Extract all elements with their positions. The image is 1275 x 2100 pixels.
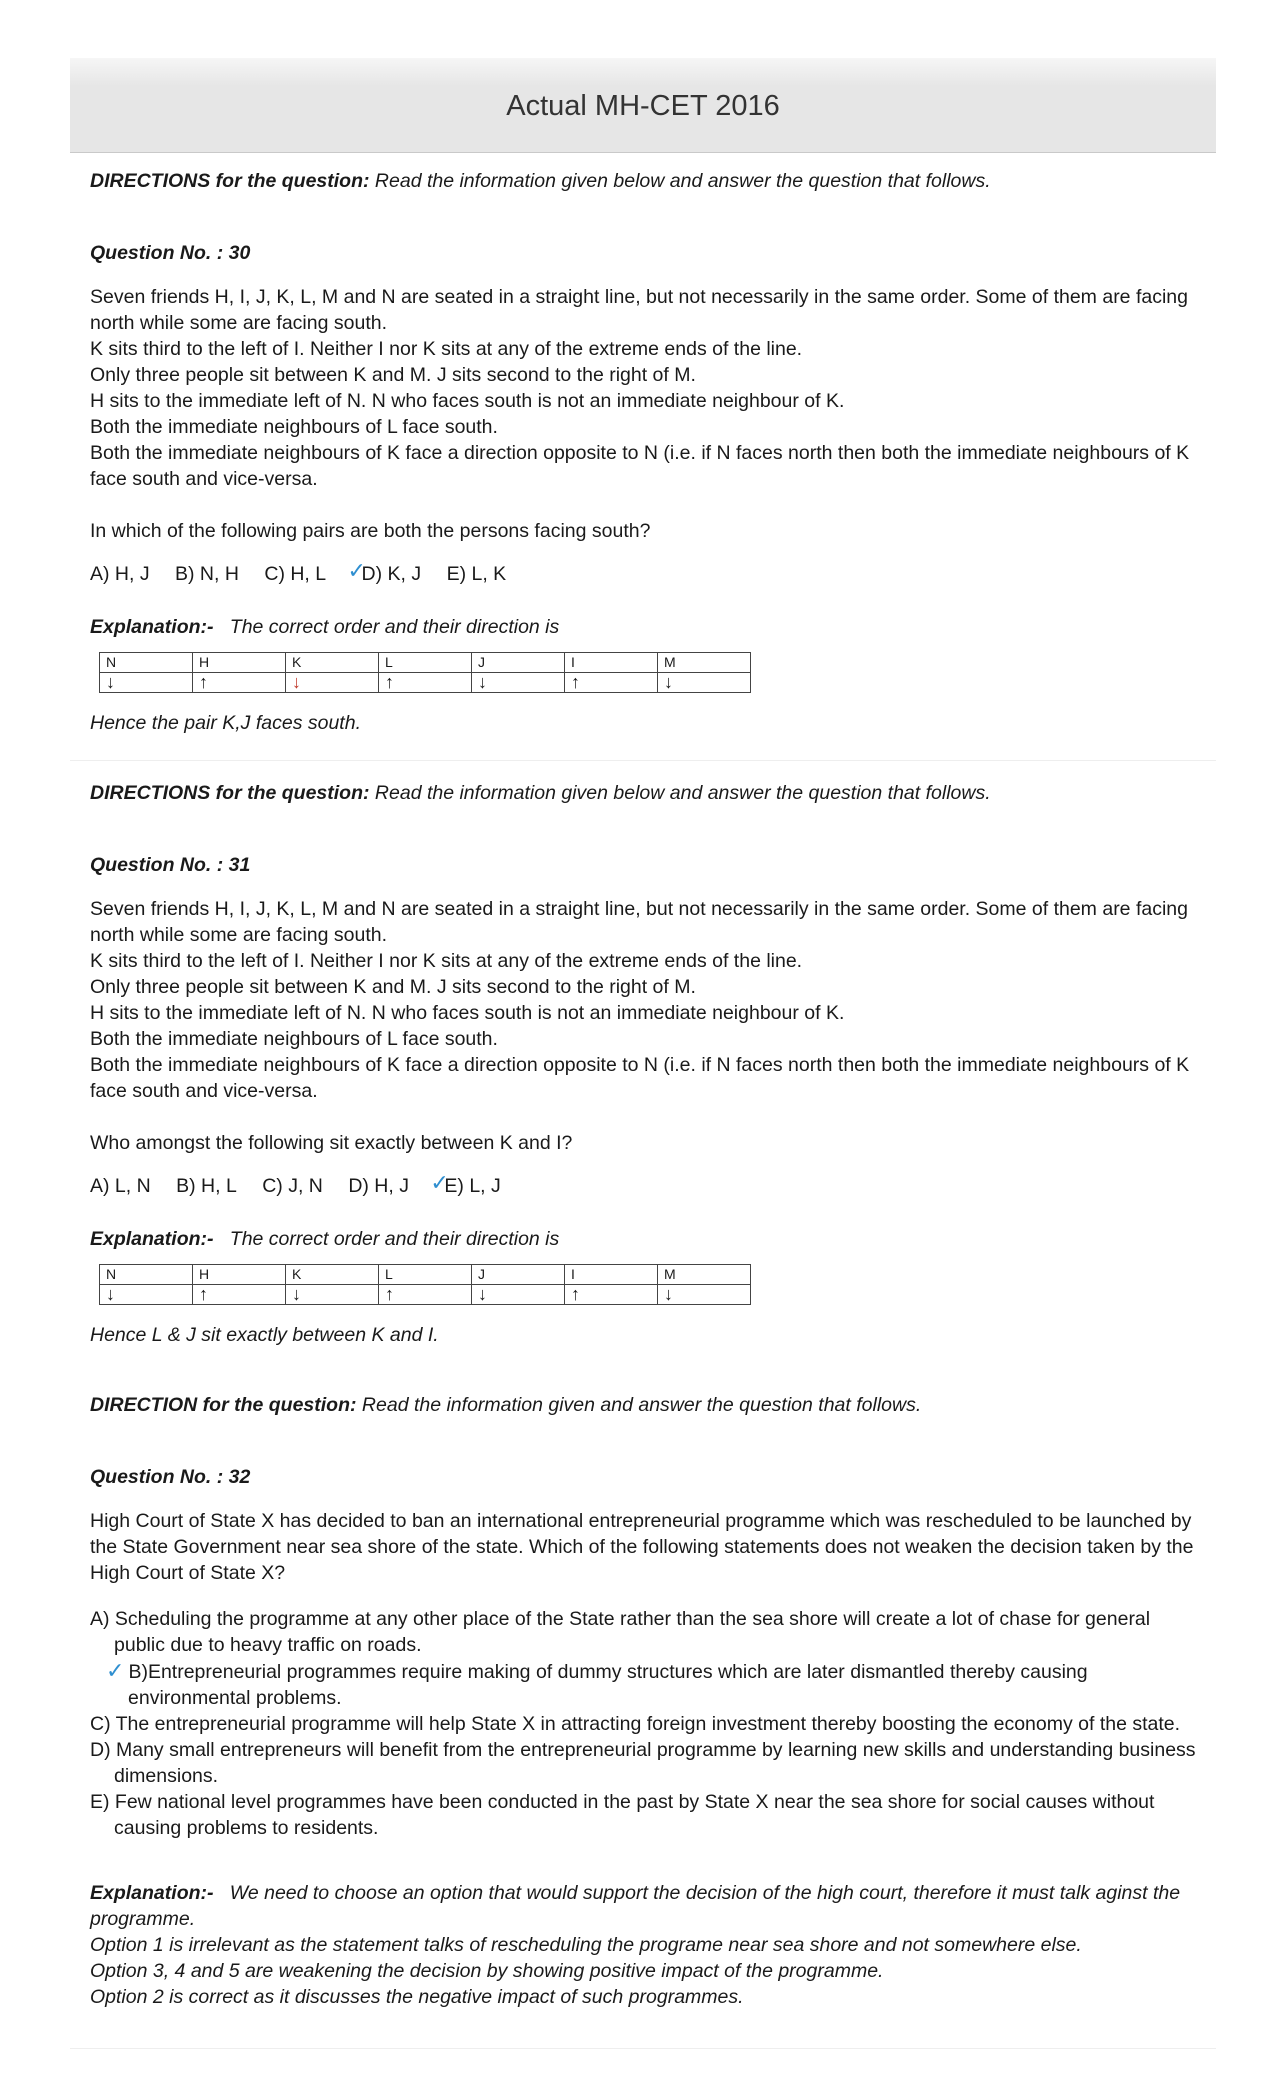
separator: [70, 760, 1216, 761]
order-table: [99, 652, 751, 693]
table-cell: J: [472, 653, 565, 673]
table-cell: K: [286, 653, 379, 673]
passage-line: Seven friends H, I, J, K, L, M and N are seated in a straight line, but not necessarily in the same order. Some of them are facing north while some are facing south.: [90, 286, 1188, 334]
question-number: Question No. : 32: [90, 1466, 251, 1488]
option-a[interactable]: A) Scheduling the programme at any other place of the State rather than the sea shore will create a lot of chase for general public due to heavy traffic on roads.: [90, 1608, 1151, 1656]
explanation-line: Option 1 is irrelevant as the statement talks of rescheduling the programe near sea shore and not somewhere else.: [90, 1934, 1082, 1956]
conclusion: Hence the pair K,J faces south.: [90, 712, 361, 734]
check-icon: ✓: [430, 1170, 449, 1195]
direction-arrow: ↑: [193, 673, 286, 693]
direction-arrow: ↓: [100, 673, 193, 693]
passage: [90, 896, 1200, 1104]
table-row: [100, 653, 751, 673]
passage: [90, 284, 1200, 492]
passage-line: Both the immediate neighbours of K face a direction opposite to N (i.e. if N faces north then both the immediate neighbours of K face south and vice-versa.: [90, 442, 1190, 490]
passage-line: H sits to the immediate left of N. N who faces south is not an immediate neighbour of K.: [90, 390, 845, 412]
table-row: [100, 1265, 751, 1285]
table-cell: K: [286, 1265, 379, 1285]
option-e[interactable]: E) Few national level programmes have been conducted in the past by State X near the sea shore for social causes without causing problems to residents.: [90, 1791, 1155, 1839]
direction-arrow: ↑: [379, 673, 472, 693]
directions: DIRECTIONS for the question: Read the information given below and answer the question that follows.: [90, 782, 991, 804]
passage-line: K sits third to the left of I. Neither I nor K sits at any of the extreme ends of the line.: [90, 338, 803, 360]
check-icon: ✓: [347, 558, 366, 583]
direction-arrow: ↓: [286, 673, 379, 693]
direction-arrow: ↓: [286, 1285, 379, 1305]
table-cell: M: [658, 653, 751, 673]
table-cell: N: [100, 653, 193, 673]
direction-arrow: ↑: [379, 1285, 472, 1305]
question-number: Question No. : 30: [90, 242, 251, 264]
option-b[interactable]: B) H, L: [176, 1175, 237, 1197]
table-cell: I: [565, 653, 658, 673]
passage-line: Only three people sit between K and M. J sits second to the right of M.: [90, 976, 696, 998]
table-row: [100, 673, 751, 693]
option-e[interactable]: ✓ E) L, J: [430, 1170, 501, 1197]
explanation: [90, 1880, 1200, 2010]
check-icon: ✓: [106, 1658, 125, 1683]
passage-line: H sits to the immediate left of N. N who faces south is not an immediate neighbour of K.: [90, 1002, 845, 1024]
table-cell: J: [472, 1265, 565, 1285]
passage-line: Both the immediate neighbours of K face a direction opposite to N (i.e. if N faces north then both the immediate neighbours of K face south and vice-versa.: [90, 1054, 1190, 1102]
question-number: Question No. : 31: [90, 854, 251, 876]
option-c[interactable]: C) H, L: [264, 563, 327, 585]
option-a[interactable]: A) L, N: [90, 1175, 151, 1197]
table-cell: H: [193, 653, 286, 673]
page-title: Actual MH-CET 2016: [506, 90, 780, 122]
page-header: [70, 58, 1216, 153]
table-cell: L: [379, 653, 472, 673]
option-d[interactable]: D) Many small entrepreneurs will benefit from the entrepreneurial programme by learning new skills and understanding business dimensions.: [90, 1739, 1196, 1787]
explanation: Explanation:- The correct order and their direction is: [90, 1228, 560, 1250]
direction-arrow: ↓: [472, 1285, 565, 1305]
passage: High Court of State X has decided to ban an international entrepreneurial programme which was rescheduled to be launched by the State Government near sea shore of the state. Which of the following statements does not weaken the decision taken by the High Court of State X?: [90, 1510, 1194, 1584]
option-e[interactable]: E) L, K: [446, 563, 507, 585]
passage-line: Seven friends H, I, J, K, L, M and N are seated in a straight line, but not necessarily in the same order. Some of them are facing north while some are facing south.: [90, 898, 1188, 946]
table-row: [100, 1285, 751, 1305]
order-table: [99, 1264, 751, 1305]
options: [90, 1170, 521, 1199]
direction-arrow: ↓: [472, 673, 565, 693]
table-cell: M: [658, 1265, 751, 1285]
option-d[interactable]: ✓ D) K, J: [347, 558, 422, 585]
explanation-line: Option 3, 4 and 5 are weakening the decision by showing positive impact of the programme.: [90, 1960, 884, 1982]
direction-arrow: ↑: [565, 673, 658, 693]
explanation: Explanation:- The correct order and their direction is: [90, 616, 560, 638]
passage-line: Only three people sit between K and M. J sits second to the right of M.: [90, 364, 696, 386]
conclusion: Hence L & J sit exactly between K and I.: [90, 1324, 439, 1346]
question-text: Who amongst the following sit exactly between K and I?: [90, 1132, 573, 1154]
option-c[interactable]: C) The entrepreneurial programme will help State X in attracting foreign investment thereby boosting the economy of the state.: [90, 1713, 1181, 1735]
direction-arrow: ↓: [100, 1285, 193, 1305]
options: [90, 558, 526, 587]
direction-arrow: ↓: [658, 1285, 751, 1305]
options: [90, 1606, 1200, 1841]
table-cell: I: [565, 1265, 658, 1285]
passage-line: Both the immediate neighbours of L face south.: [90, 1028, 498, 1050]
option-a[interactable]: A) H, J: [90, 563, 150, 585]
directions: DIRECTIONS for the question: Read the information given below and answer the question that follows.: [90, 170, 991, 192]
option-c[interactable]: C) J, N: [262, 1175, 323, 1197]
separator: [70, 2048, 1216, 2049]
direction-arrow: ↑: [565, 1285, 658, 1305]
passage-line: K sits third to the left of I. Neither I nor K sits at any of the extreme ends of the line.: [90, 950, 803, 972]
question-text: In which of the following pairs are both the persons facing south?: [90, 520, 651, 542]
table-cell: L: [379, 1265, 472, 1285]
directions: DIRECTION for the question: Read the information given and answer the question that follows.: [90, 1394, 922, 1416]
passage-line: Both the immediate neighbours of L face south.: [90, 416, 498, 438]
table-cell: H: [193, 1265, 286, 1285]
option-d[interactable]: D) H, J: [348, 1175, 409, 1197]
explanation-line: Explanation:- We need to choose an option that would support the decision of the high court, therefore it must talk aginst the programme.: [90, 1882, 1181, 1930]
direction-arrow: ↑: [193, 1285, 286, 1305]
option-b[interactable]: B) N, H: [175, 563, 239, 585]
table-cell: N: [100, 1265, 193, 1285]
explanation-line: Option 2 is correct as it discusses the negative impact of such programmes.: [90, 1986, 744, 2008]
option-b[interactable]: ✓ B)Entrepreneurial programmes require making of dummy structures which are later dismantled thereby causing environmental problems.: [106, 1658, 1088, 1709]
direction-arrow: ↓: [658, 673, 751, 693]
